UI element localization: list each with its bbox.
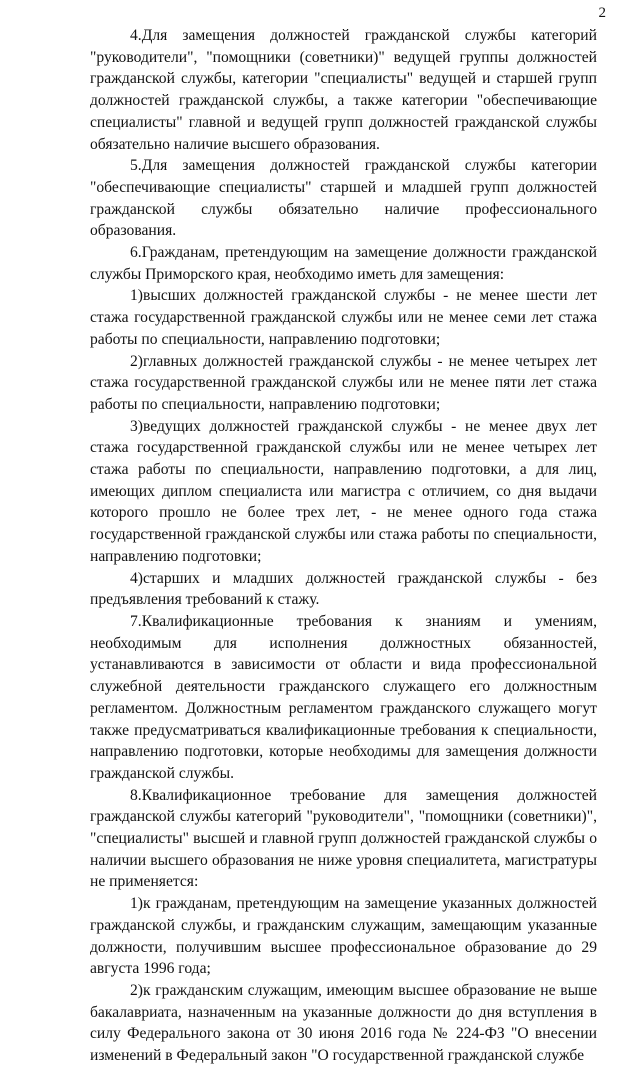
paragraph-4: 4.Для замещения должностей гражданской службы категорий "руководители", "помощники (советники)" ведущей группы должностей гражданской службы, категории "специалисты" ведущей и старшей групп должностей гражданской службы, а также категории "обеспечивающие специалисты" главной и ведущей групп должностей гражданской службы обязательно наличие высшего образования. [90, 27, 597, 153]
paragraph-6-item-3: 3)ведущих должностей гражданской службы - не менее двух лет стажа государственной гражданской службы или не менее четырех лет стажа работы по специальности, направлению подготовки, а для лиц, имеющих диплом специалиста или магистра с отличием, со дня выдачи которого прошло не более трех лет, - не менее одного года стажа государственной гражданской службы или стажа работы по специальности, направлению подготовки; [90, 417, 597, 565]
paragraph-5: 5.Для замещения должностей гражданской службы категории "обеспечивающие специалисты" старшей и младшей групп должностей гражданской службы обязательно наличие профессионального образования. [90, 157, 597, 240]
document-body [90, 25, 597, 1067]
paragraph-6-item-4: 4)старших и младших должностей гражданской службы - без предъявления требований к стажу. [90, 569, 597, 609]
paragraph-6-item-1: 1)высших должностей гражданской службы - не менее шести лет стажа государственной гражданской службы или не менее семи лет стажа работы по специальности, направлению подготовки; [90, 287, 597, 348]
paragraph-8-item-2: 2)к гражданским служащим, имеющим высшее образование не выше бакалавриата, назначенным на указанные должности до дня вступления в силу Федерального закона от 30 июня 2016 года № 224-ФЗ "О внесении изменений в Федеральный закон "О государственной гражданской службе [90, 981, 597, 1065]
paragraph-7: 7.Квалификационные требования к знаниям и умениям, необходимым для исполнения должностных обязанностей, устанавливаются в зависимости от области и вида профессиональной служебной деятельности гражданского служащего его должностным регламентом. Должностным регламентом гражданского служащего могут также предусматриваться квалификационные требования к специальности, направлению подготовки, которые необходимы для замещения должности гражданской службы. [90, 612, 597, 782]
paragraph-8: 8.Квалификационное требование для замещения должностей гражданской службы категорий "руководители", "помощники (советники)", "специалисты" высшей и главной групп должностей гражданской службы о наличии высшего образования не ниже уровня специалитета, магистратуры не применяется: [90, 786, 597, 891]
page-number: 2 [598, 5, 606, 21]
paragraph-8-item-1: 1)к гражданам, претендующим на замещение указанных должностей гражданской службы, и гражданским служащим, замещающим указанные должности, получившим высшее профессиональное образование до 29 августа 1996 года; [90, 895, 597, 978]
paragraph-6-item-2: 2)главных должностей гражданской службы - не менее четырех лет стажа государственной гражданской службы или не менее пяти лет стажа работы по специальности, направлению подготовки; [90, 352, 597, 413]
paragraph-6: 6.Гражданам, претендующим на замещение должности гражданской службы Приморского края, необходимо иметь для замещения: [90, 244, 597, 283]
